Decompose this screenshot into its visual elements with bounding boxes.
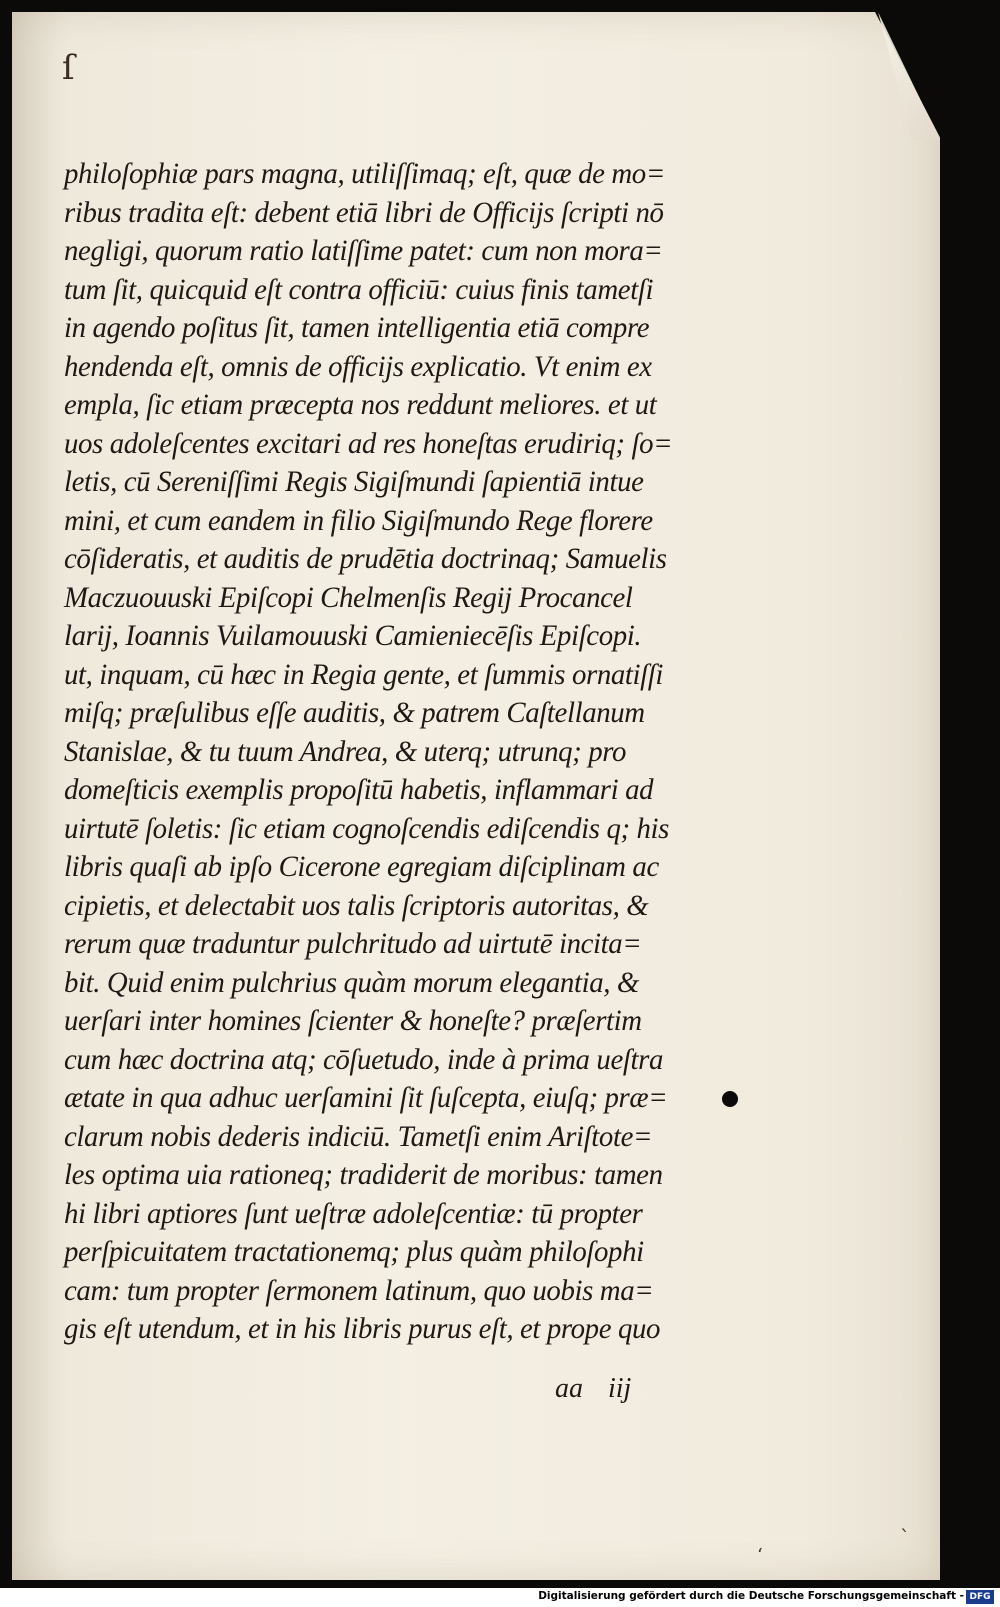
- text-line: uirtutē ſoletis: ſic etiam cognoſcendis ediſcendis q; his: [64, 811, 670, 845]
- margin-mark-left: ‘: [757, 1545, 763, 1566]
- signature-mark: aa iij: [555, 1373, 632, 1404]
- text-line: les optima uia rationeq; tradiderit de moribus: tamen: [64, 1158, 663, 1191]
- text-line: tum ſit, quicquid eſt contra officiū: cuius finis tametſi: [64, 272, 654, 306]
- text-line: cum hæc doctrina atq; cōſuetudo, inde à prima ueſtra: [64, 1042, 663, 1076]
- text-line: cōſideratis, et auditis de prudētia doctrinaq; Samuelis: [64, 542, 667, 575]
- text-line: libris quaſi ab ipſo Cicerone egregiam diſciplinam ac: [64, 850, 659, 883]
- text-line: mini, et cum eandem in filio Sigiſmundo Rege florere: [64, 503, 653, 537]
- text-line: domeſticis exemplis propoſitū habetis, inflammari ad: [64, 773, 654, 806]
- ink-dot: [722, 1091, 738, 1107]
- text-line: ut, inquam, cū hæc in Regia gente, et ſummis ornatiſſi: [64, 657, 664, 691]
- dfg-logo: DFG: [966, 1590, 994, 1604]
- ink-blot-mark: ſ: [62, 48, 75, 88]
- text-line: hendenda eſt, omnis de officijs explicatio. Vt enim ex: [64, 349, 652, 383]
- footer-bar: [0, 1588, 1000, 1607]
- text-line: Stanislae, & tu tuum Andrea, & uterq; utrunq; pro: [64, 734, 627, 768]
- text-line: hi libri aptiores ſunt ueſtræ adoleſcentiæ: tū propter: [64, 1196, 643, 1230]
- text-line: in agendo poſitus ſit, tamen intelligentia etiā compre: [64, 311, 650, 344]
- text-line: uos adoleſcentes excitari ad res honeſtas erudiriq; ſo=: [64, 426, 673, 460]
- text-line: miſq; præſulibus eſſe auditis, & patrem Caſtellanum: [64, 696, 645, 729]
- footer-credit: Digitalisierung gefördert durch die Deutsche Forschungsgemeinschaft -: [538, 1590, 964, 1602]
- text-line: philoſophiæ pars magna, utiliſſimaq; eſt, quæ de mo=: [64, 157, 665, 190]
- text-line: negligi, quorum ratio latiſſime patet: cum non mora=: [64, 234, 663, 267]
- text-line: gis eſt utendum, et in his libris purus eſt, et prope quo: [64, 1312, 661, 1345]
- text-line: letis, cū Sereniſſimi Regis Sigiſmundi ſapientiā intue: [64, 465, 644, 498]
- text-line: ætate in qua adhuc uerſamini ſit ſuſcepta, eiuſq; præ=: [64, 1081, 668, 1114]
- margin-mark-right: `: [900, 1525, 910, 1549]
- text-line: ribus tradita eſt: debent etiā libri de Officijs ſcripti nō: [64, 195, 664, 229]
- text-line: Maczuouuski Epiſcopi Chelmenſis Regij Procancel: [64, 580, 633, 614]
- text-line: empla, ſic etiam præcepta nos reddunt meliores. et ut: [64, 388, 657, 421]
- text-line: bit. Quid enim pulchrius quàm morum elegantia, &: [64, 965, 639, 999]
- text-line: larij, Ioannis Vuilamouuski Camieniecēſis Epiſcopi.: [64, 619, 642, 652]
- latin-text-body: [64, 155, 704, 1349]
- text-line: perſpicuitatem tractationemq; plus quàm philoſophi: [64, 1235, 644, 1268]
- text-line: rerum quæ traduntur pulchritudo ad uirtutē incita=: [64, 927, 642, 960]
- text-line: clarum nobis dederis indiciū. Tametſi enim Ariſtote=: [64, 1119, 653, 1153]
- text-line: cipietis, et delectabit uos talis ſcriptoris autoritas, &: [64, 888, 649, 922]
- text-line: cam: tum propter ſermonem latinum, quo uobis ma=: [64, 1273, 654, 1307]
- text-line: uerſari inter homines ſcienter & honeſte? præſertim: [64, 1004, 642, 1037]
